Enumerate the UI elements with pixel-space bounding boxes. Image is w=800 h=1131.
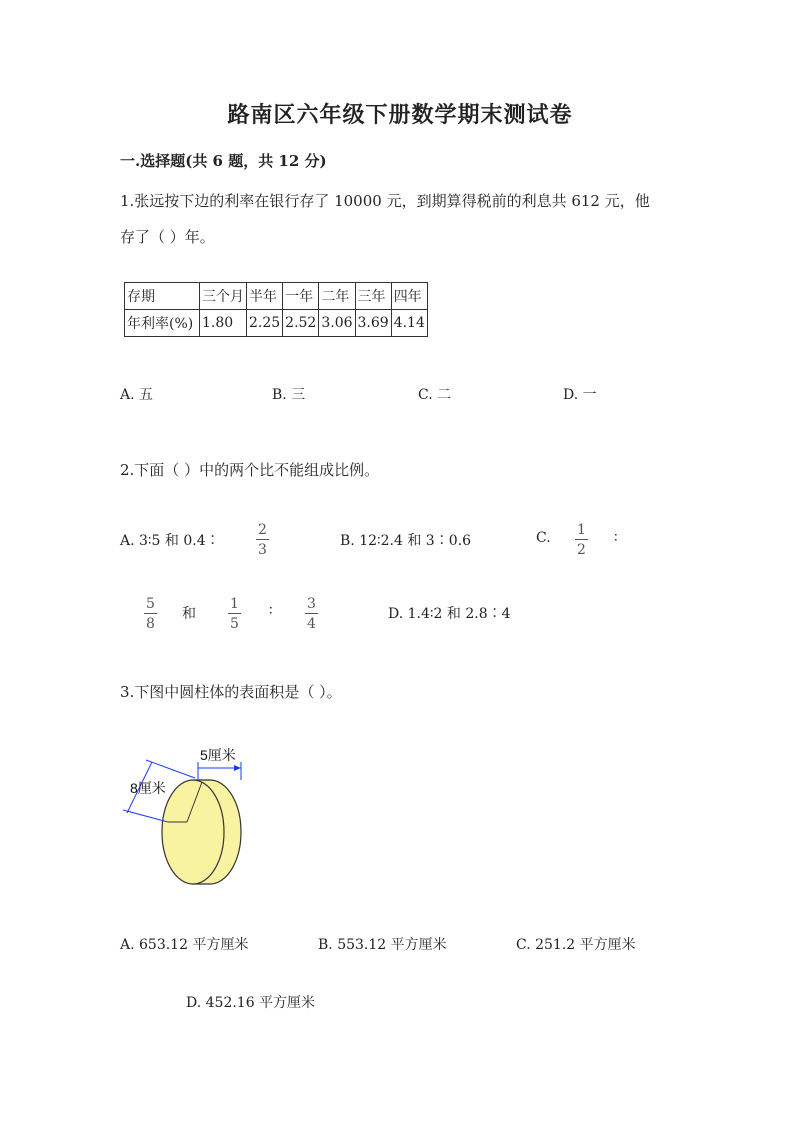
- q1-option-c[interactable]: C. 二: [418, 387, 452, 403]
- ratio-colon: ∶: [614, 530, 618, 546]
- fraction-numerator: 5: [146, 596, 155, 612]
- q1-option-b[interactable]: B. 三: [272, 387, 306, 403]
- question-1-line-2: 存了（ ）年。: [120, 228, 215, 246]
- fraction: [256, 523, 269, 557]
- q3-option-b[interactable]: B. 553.12 平方厘米: [318, 937, 447, 953]
- fraction: [575, 523, 588, 557]
- fraction-denominator: 4: [307, 616, 316, 632]
- fraction-denominator: 2: [577, 542, 586, 558]
- fraction-numerator: 1: [577, 522, 586, 538]
- fraction: [144, 597, 157, 631]
- table-cell: 1.80: [200, 310, 247, 337]
- question-3-text: 3.下图中圆柱体的表面积是（ ）。: [120, 683, 342, 701]
- q2-option-a[interactable]: A. 3∶5 和 0.4∶: [120, 533, 220, 549]
- cylinder-figure: [120, 740, 270, 890]
- table-row: [125, 310, 428, 337]
- section-heading: 一.选择题(共 6 题，共 12 分): [120, 152, 327, 170]
- fraction-denominator: 5: [230, 616, 239, 632]
- diameter-tick-top: [146, 760, 195, 778]
- and-word: 和: [182, 606, 196, 622]
- fraction-numerator: 3: [307, 596, 316, 612]
- q3-option-d[interactable]: D. 452.16 平方厘米: [186, 995, 316, 1011]
- q1-option-a[interactable]: A. 五: [120, 387, 154, 403]
- table-row: [125, 283, 428, 310]
- table-cell: 3.06: [319, 310, 355, 337]
- question-1-line-1: 1.张远按下边的利率在银行存了 10000 元，到期算得税前的利息共 612 元，他: [120, 192, 650, 210]
- ratio-colon: ∶: [269, 603, 273, 619]
- table-cell: 存期: [125, 283, 200, 310]
- fraction-denominator: 8: [146, 616, 155, 632]
- table-cell: 年利率(%): [125, 310, 200, 337]
- table-cell: 二年: [319, 283, 355, 310]
- diameter-tick-bottom: [123, 810, 168, 822]
- cylinder-front-face: [162, 780, 224, 884]
- q1-option-d[interactable]: D. 一: [563, 387, 597, 403]
- page-title: 路南区六年级下册数学期末测试卷: [227, 102, 573, 128]
- table-cell: 四年: [391, 283, 427, 310]
- table-cell: 3.69: [355, 310, 391, 337]
- table-cell: 三年: [355, 283, 391, 310]
- table-cell: 4.14: [391, 310, 427, 337]
- table-cell: 2.25: [247, 310, 283, 337]
- fraction-numerator: 2: [258, 522, 267, 538]
- q2-option-c-label[interactable]: C.: [536, 530, 551, 546]
- arrow-icon: [234, 765, 241, 771]
- table-cell: 半年: [247, 283, 283, 310]
- q3-option-c[interactable]: C. 251.2 平方厘米: [516, 937, 636, 953]
- fraction-denominator: 3: [258, 542, 267, 558]
- question-2-text: 2.下面（ ）中的两个比不能组成比例。: [120, 461, 380, 479]
- table-cell: 2.52: [283, 310, 319, 337]
- table-cell: 三个月: [200, 283, 247, 310]
- q3-option-a[interactable]: A. 653.12 平方厘米: [120, 937, 249, 953]
- fraction: [305, 597, 318, 631]
- interest-rate-table: [124, 282, 428, 337]
- fraction-numerator: 1: [230, 596, 239, 612]
- q2-option-b[interactable]: B. 12∶2.4 和 3∶0.6: [340, 533, 471, 549]
- fraction: [228, 597, 241, 631]
- diameter-label: 8厘米: [130, 780, 166, 796]
- q2-option-d[interactable]: D. 1.4∶2 和 2.8∶4: [388, 606, 511, 622]
- table-cell: 一年: [283, 283, 319, 310]
- height-label: 5厘米: [200, 747, 236, 763]
